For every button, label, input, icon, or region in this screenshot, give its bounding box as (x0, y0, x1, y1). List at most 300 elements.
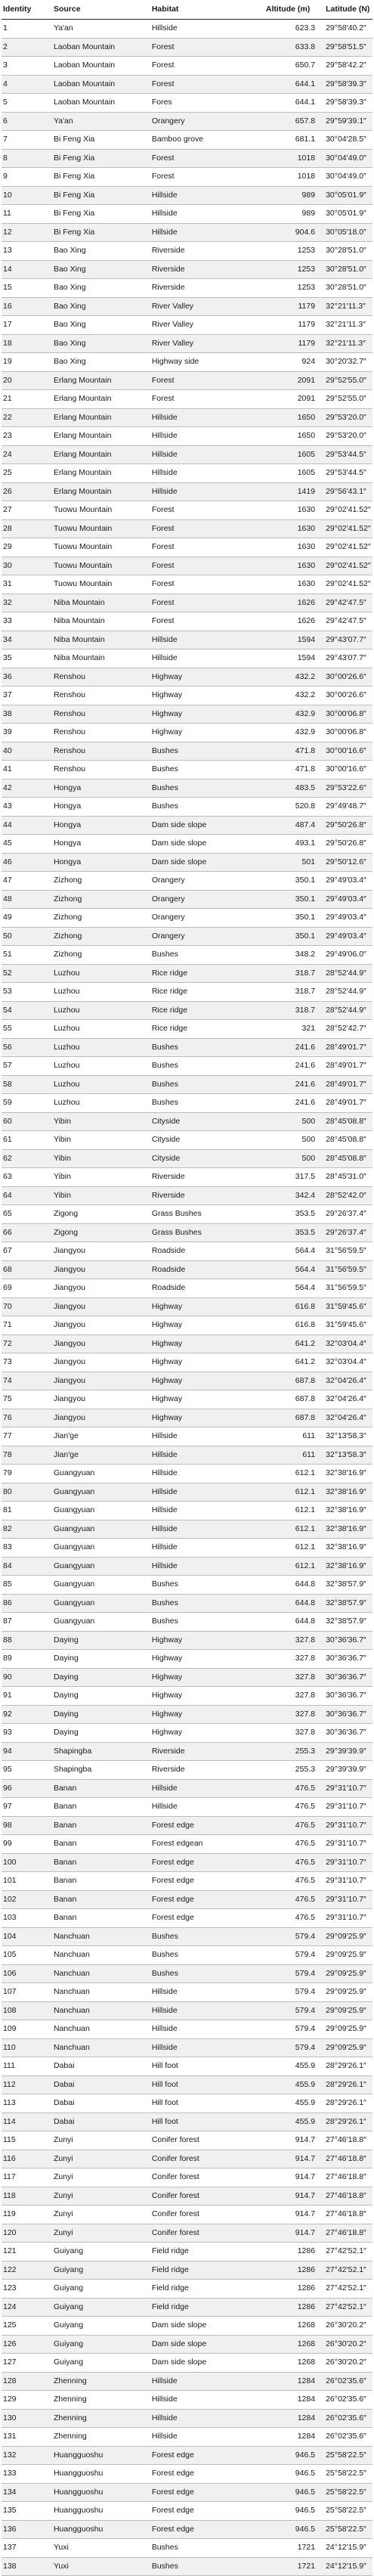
cell-identity: 132 (2, 2446, 54, 2465)
cell-source: Zizhong (54, 927, 152, 946)
cell-altitude: 1286 (262, 2243, 326, 2261)
cell-latitude: 27°46′18.8″ (326, 2224, 372, 2243)
cell-source: Bi Feng Xia (54, 131, 152, 150)
cell-habitat: Hillside (152, 464, 262, 483)
cell-habitat: Bushes (152, 1927, 262, 1946)
cell-habitat: Orangery (152, 890, 262, 909)
cell-latitude: 30°00′26.6″ (326, 668, 372, 687)
cell-latitude: 27°46′18.8″ (326, 2206, 372, 2224)
cell-latitude: 29°31′10.7″ (326, 1909, 372, 1928)
cell-identity: 52 (2, 964, 54, 983)
table-row (2, 168, 372, 187)
cell-source: Nanchuan (54, 2038, 152, 2057)
cell-altitude: 946.5 (262, 2446, 326, 2465)
cell-habitat: Orangery (152, 927, 262, 946)
cell-latitude: 29°02′41.52″ (326, 519, 372, 538)
cell-habitat: Forest (152, 575, 262, 594)
cell-source: Nanchuan (54, 2001, 152, 2020)
cell-source: Dabai (54, 2057, 152, 2076)
table-row (2, 1279, 372, 1298)
cell-source: Zizhong (54, 890, 152, 909)
table-row (2, 390, 372, 409)
table-row (2, 1353, 372, 1372)
cell-source: Guangyuan (54, 1465, 152, 1483)
cell-identity: 32 (2, 594, 54, 612)
cell-altitude: 350.1 (262, 872, 326, 891)
cell-latitude: 29°58′42.2″ (326, 57, 372, 76)
cell-identity: 86 (2, 1594, 54, 1613)
cell-altitude: 1650 (262, 408, 326, 427)
cell-identity: 60 (2, 1112, 54, 1131)
cell-habitat: Hillside (152, 186, 262, 205)
cell-identity: 12 (2, 223, 54, 242)
cell-latitude: 28°49′01.7″ (326, 1075, 372, 1094)
table-row (2, 445, 372, 464)
cell-latitude: 29°59′39.1″ (326, 112, 372, 131)
table-row (2, 408, 372, 427)
cell-source: Ya'an (54, 20, 152, 39)
cell-source: Guangyuan (54, 1576, 152, 1595)
cell-habitat: Highway (152, 1650, 262, 1669)
cell-latitude: 32°38′16.9″ (326, 1465, 372, 1483)
cell-altitude: 483.5 (262, 779, 326, 798)
cell-habitat: Bamboo grove (152, 131, 262, 150)
cell-latitude: 29°58′40.2″ (326, 20, 372, 39)
cell-habitat: Field ridge (152, 2243, 262, 2261)
cell-habitat: Hillside (152, 1483, 262, 1502)
cell-altitude: 476.5 (262, 1779, 326, 1798)
cell-altitude: 616.8 (262, 1297, 326, 1316)
cell-latitude: 29°39′39.9″ (326, 1742, 372, 1761)
cell-altitude: 644.8 (262, 1576, 326, 1595)
cell-identity: 119 (2, 2206, 54, 2224)
cell-identity: 72 (2, 1334, 54, 1353)
table-row (2, 575, 372, 594)
cell-altitude: 317.5 (262, 1168, 326, 1187)
cell-latitude: 30°28′51.0″ (326, 279, 372, 298)
cell-habitat: Hillside (152, 445, 262, 464)
cell-altitude: 476.5 (262, 1872, 326, 1891)
cell-latitude: 29°42′47.5″ (326, 612, 372, 631)
cell-altitude: 1284 (262, 2372, 326, 2391)
table-row (2, 334, 372, 353)
cell-latitude: 29°31′10.7″ (326, 1816, 372, 1835)
cell-identity: 111 (2, 2057, 54, 2076)
cell-habitat: Riverside (152, 1186, 262, 1205)
cell-habitat: Hillside (152, 1539, 262, 1558)
cell-identity: 103 (2, 1909, 54, 1928)
cell-altitude: 455.9 (262, 2057, 326, 2076)
cell-latitude: 30°20′32.7″ (326, 353, 372, 372)
cell-identity: 16 (2, 297, 54, 316)
cell-habitat: Forest edge (152, 2465, 262, 2484)
cell-source: Guiyang (54, 2335, 152, 2354)
cell-altitude: 255.3 (262, 1761, 326, 1780)
table-row (2, 835, 372, 854)
cell-habitat: Bushes (152, 798, 262, 817)
cell-identity: 61 (2, 1131, 54, 1150)
cell-identity: 49 (2, 909, 54, 928)
cell-latitude: 25°58′22.5″ (326, 2520, 372, 2539)
cell-altitude: 612.1 (262, 1557, 326, 1576)
cell-habitat: Conifer forest (152, 2168, 262, 2187)
sample-table (2, 0, 372, 2576)
cell-source: Guangyuan (54, 1613, 152, 1632)
cell-altitude: 1268 (262, 2354, 326, 2373)
cell-source: Banan (54, 1779, 152, 1798)
cell-source: Laoban Mountain (54, 38, 152, 57)
cell-identity: 94 (2, 1742, 54, 1761)
cell-latitude: 24°12′15.9″ (326, 2539, 372, 2558)
cell-altitude: 318.7 (262, 1001, 326, 1020)
cell-altitude: 1179 (262, 316, 326, 335)
cell-source: Niba Mountain (54, 612, 152, 631)
table-row (2, 2206, 372, 2224)
cell-altitude: 644.1 (262, 75, 326, 94)
cell-latitude: 27°42′52.1″ (326, 2280, 372, 2299)
cell-latitude: 29°50′26.8″ (326, 816, 372, 835)
cell-altitude: 348.2 (262, 946, 326, 965)
cell-identity: 98 (2, 1816, 54, 1835)
cell-source: Banan (54, 1890, 152, 1909)
cell-habitat: Hillside (152, 2372, 262, 2391)
cell-source: Bi Feng Xia (54, 205, 152, 224)
cell-source: Nanchuan (54, 1946, 152, 1965)
table-row (2, 1057, 372, 1076)
cell-identity: 87 (2, 1613, 54, 1632)
cell-identity: 115 (2, 2131, 54, 2150)
cell-identity: 44 (2, 816, 54, 835)
table-row (2, 371, 372, 390)
cell-altitude: 579.4 (262, 1946, 326, 1965)
cell-altitude: 1721 (262, 2557, 326, 2576)
cell-habitat: Highway (152, 1409, 262, 1427)
cell-habitat: Forest (152, 538, 262, 557)
cell-habitat: Highway (152, 724, 262, 742)
cell-altitude: 623.3 (262, 20, 326, 39)
cell-identity: 11 (2, 205, 54, 224)
cell-latitude: 29°09′25.9″ (326, 2001, 372, 2020)
cell-source: Tuowu Mountain (54, 556, 152, 575)
cell-latitude: 28°45′31.0″ (326, 1168, 372, 1187)
table-row (2, 519, 372, 538)
table-row (2, 890, 372, 909)
table-row (2, 2539, 372, 2558)
table-row (2, 242, 372, 261)
cell-identity: 7 (2, 131, 54, 150)
cell-identity: 4 (2, 75, 54, 94)
cell-latitude: 30°36′36.7″ (326, 1650, 372, 1669)
cell-habitat: Hillside (152, 1798, 262, 1817)
cell-latitude: 28°49′01.7″ (326, 1094, 372, 1113)
cell-habitat: Bushes (152, 761, 262, 780)
cell-latitude: 29°26′37.4″ (326, 1223, 372, 1242)
cell-latitude: 29°02′41.52″ (326, 556, 372, 575)
cell-habitat: Rice ridge (152, 1001, 262, 1020)
cell-latitude: 32°38′16.9″ (326, 1483, 372, 1502)
cell-habitat: Highway (152, 705, 262, 724)
cell-altitude: 579.4 (262, 1983, 326, 2002)
cell-latitude: 32°04′26.4″ (326, 1409, 372, 1427)
cell-source: Zunyi (54, 2187, 152, 2206)
cell-identity: 23 (2, 427, 54, 446)
cell-latitude: 29°43′07.7″ (326, 631, 372, 649)
table-row (2, 1724, 372, 1743)
cell-identity: 56 (2, 1038, 54, 1057)
cell-altitude: 650.7 (262, 57, 326, 76)
table-header (2, 0, 372, 20)
cell-source: Huangguoshu (54, 2446, 152, 2465)
table-row (2, 2483, 372, 2502)
table-row (2, 2317, 372, 2336)
cell-habitat: Hillside (152, 1427, 262, 1446)
cell-identity: 131 (2, 2428, 54, 2447)
table-row (2, 687, 372, 705)
cell-altitude: 611 (262, 1446, 326, 1465)
cell-altitude: 914.7 (262, 2206, 326, 2224)
cell-latitude: 29°49′48.7″ (326, 798, 372, 817)
cell-altitude: 1626 (262, 612, 326, 631)
header-row (2, 0, 372, 20)
cell-latitude: 29°50′26.8″ (326, 835, 372, 854)
cell-altitude: 681.1 (262, 131, 326, 150)
cell-latitude: 29°09′25.9″ (326, 2038, 372, 2057)
table-row (2, 464, 372, 483)
cell-identity: 20 (2, 371, 54, 390)
cell-habitat: Roadside (152, 1242, 262, 1261)
cell-source: Tuowu Mountain (54, 575, 152, 594)
cell-altitude: 432.9 (262, 724, 326, 742)
cell-habitat: Forest (152, 556, 262, 575)
cell-altitude: 455.9 (262, 2113, 326, 2131)
cell-latitude: 27°46′18.8″ (326, 2150, 372, 2168)
cell-habitat: Conifer forest (152, 2131, 262, 2150)
table-row (2, 1260, 372, 1279)
cell-altitude: 611 (262, 1427, 326, 1446)
cell-source: Banan (54, 1872, 152, 1891)
cell-identity: 15 (2, 279, 54, 298)
table-row (2, 1372, 372, 1390)
cell-habitat: Forest (152, 501, 262, 520)
table-row (2, 1075, 372, 1094)
cell-latitude: 32°13′58.3″ (326, 1427, 372, 1446)
cell-habitat: Dam side slope (152, 853, 262, 872)
table-row (2, 57, 372, 76)
cell-identity: 82 (2, 1520, 54, 1539)
cell-altitude: 641.2 (262, 1353, 326, 1372)
cell-source: Guangyuan (54, 1502, 152, 1520)
cell-habitat: Cityside (152, 1131, 262, 1150)
cell-habitat: Forest edge (152, 2483, 262, 2502)
header-altitude: Altitude (m) (262, 0, 326, 20)
table-row (2, 1242, 372, 1261)
table-row (2, 427, 372, 446)
cell-habitat: Riverside (152, 1742, 262, 1761)
cell-altitude: 1594 (262, 631, 326, 649)
cell-altitude: 904.6 (262, 223, 326, 242)
cell-habitat: Bushes (152, 1613, 262, 1632)
table-row (2, 2409, 372, 2428)
table-row (2, 1539, 372, 1558)
cell-latitude: 26°30′20.2″ (326, 2335, 372, 2354)
cell-habitat: Grass Bushes (152, 1205, 262, 1224)
cell-altitude: 350.1 (262, 890, 326, 909)
table-row (2, 1687, 372, 1706)
cell-source: Daying (54, 1650, 152, 1669)
cell-identity: 34 (2, 631, 54, 649)
cell-altitude: 1419 (262, 482, 326, 501)
cell-latitude: 29°39′39.9″ (326, 1761, 372, 1780)
cell-altitude: 644.1 (262, 94, 326, 113)
cell-identity: 54 (2, 1001, 54, 1020)
cell-identity: 2 (2, 38, 54, 57)
cell-identity: 73 (2, 1353, 54, 1372)
cell-altitude: 327.8 (262, 1705, 326, 1724)
cell-habitat: Bushes (152, 1094, 262, 1113)
cell-source: Zhenning (54, 2428, 152, 2447)
cell-latitude: 26°02′35.6″ (326, 2428, 372, 2447)
table-row (2, 2150, 372, 2168)
cell-identity: 101 (2, 1872, 54, 1891)
cell-altitude: 327.8 (262, 1650, 326, 1669)
cell-identity: 84 (2, 1557, 54, 1576)
table-row (2, 2113, 372, 2131)
cell-identity: 93 (2, 1724, 54, 1743)
cell-altitude: 432.9 (262, 705, 326, 724)
cell-identity: 110 (2, 2038, 54, 2057)
cell-habitat: Highway (152, 1705, 262, 1724)
cell-source: Jiangyou (54, 1279, 152, 1298)
cell-identity: 117 (2, 2168, 54, 2187)
cell-latitude: 30°05′01.9″ (326, 205, 372, 224)
cell-latitude: 32°38′57.9″ (326, 1613, 372, 1632)
cell-source: Jiangyou (54, 1260, 152, 1279)
cell-altitude: 487.4 (262, 816, 326, 835)
cell-source: Bi Feng Xia (54, 186, 152, 205)
cell-altitude: 1286 (262, 2280, 326, 2299)
cell-latitude: 30°04′49.0″ (326, 149, 372, 168)
cell-latitude: 30°05′18.0″ (326, 223, 372, 242)
cell-source: Zunyi (54, 2224, 152, 2243)
table-row (2, 1872, 372, 1891)
cell-source: Huangguoshu (54, 2483, 152, 2502)
table-row (2, 1149, 372, 1168)
cell-habitat: Riverside (152, 1761, 262, 1780)
cell-altitude: 255.3 (262, 1742, 326, 1761)
cell-latitude: 29°26′37.4″ (326, 1205, 372, 1224)
cell-source: Ya'an (54, 112, 152, 131)
cell-source: Laoban Mountain (54, 94, 152, 113)
cell-altitude: 1253 (262, 242, 326, 261)
cell-latitude: 32°38′16.9″ (326, 1539, 372, 1558)
cell-altitude: 493.1 (262, 835, 326, 854)
table-row (2, 2001, 372, 2020)
cell-source: Zigong (54, 1205, 152, 1224)
cell-habitat: Hillside (152, 1502, 262, 1520)
cell-identity: 48 (2, 890, 54, 909)
cell-habitat: Hillside (152, 1779, 262, 1798)
table-row (2, 1334, 372, 1353)
cell-source: Yibin (54, 1149, 152, 1168)
cell-habitat: Bushes (152, 1964, 262, 1983)
cell-habitat: Highway side (152, 353, 262, 372)
cell-habitat: Hillside (152, 1983, 262, 2002)
cell-habitat: Forest (152, 168, 262, 187)
cell-altitude: 641.2 (262, 1334, 326, 1353)
cell-source: Guangyuan (54, 1520, 152, 1539)
header-latitude: Latitude (N) (326, 0, 372, 20)
table-row (2, 2465, 372, 2484)
cell-habitat: Highway (152, 1687, 262, 1706)
cell-habitat: Forest edge (152, 1853, 262, 1872)
cell-latitude: 32°04′26.4″ (326, 1372, 372, 1390)
cell-habitat: Hillside (152, 223, 262, 242)
cell-latitude: 30°00′16.6″ (326, 742, 372, 761)
cell-source: Jiangyou (54, 1409, 152, 1427)
cell-latitude: 26°02′35.6″ (326, 2391, 372, 2410)
cell-altitude: 2091 (262, 390, 326, 409)
cell-latitude: 30°36′36.7″ (326, 1668, 372, 1687)
cell-habitat: Hillside (152, 1446, 262, 1465)
cell-habitat: Dam side slope (152, 835, 262, 854)
cell-habitat: Hillside (152, 20, 262, 39)
table-row (2, 779, 372, 798)
cell-habitat: Grass Bushes (152, 1223, 262, 1242)
table-row (2, 2428, 372, 2447)
cell-identity: 102 (2, 1890, 54, 1909)
cell-habitat: River Valley (152, 316, 262, 335)
cell-source: Jiangyou (54, 1390, 152, 1409)
cell-identity: 126 (2, 2335, 54, 2354)
cell-identity: 125 (2, 2317, 54, 2336)
cell-habitat: Forest edge (152, 2502, 262, 2521)
cell-latitude: 29°53′20.0″ (326, 408, 372, 427)
table-row (2, 1576, 372, 1595)
cell-latitude: 28°29′26.1″ (326, 2094, 372, 2113)
cell-habitat: Dam side slope (152, 2354, 262, 2373)
table-row (2, 1761, 372, 1780)
table-row (2, 1502, 372, 1520)
cell-identity: 129 (2, 2391, 54, 2410)
cell-habitat: Hill foot (152, 2057, 262, 2076)
cell-habitat: Highway (152, 1334, 262, 1353)
cell-habitat: Field ridge (152, 2261, 262, 2280)
cell-habitat: Bushes (152, 1038, 262, 1057)
table-row (2, 2372, 372, 2391)
table-row (2, 1427, 372, 1446)
header-source: Source (54, 0, 152, 20)
cell-latitude: 29°31′10.7″ (326, 1872, 372, 1891)
cell-source: Yibin (54, 1112, 152, 1131)
table-row (2, 2094, 372, 2113)
cell-latitude: 29°49′03.4″ (326, 909, 372, 928)
cell-altitude: 1605 (262, 464, 326, 483)
cell-identity: 80 (2, 1483, 54, 1502)
cell-identity: 134 (2, 2483, 54, 2502)
cell-source: Renshou (54, 724, 152, 742)
cell-altitude: 476.5 (262, 1909, 326, 1928)
cell-source: Zunyi (54, 2150, 152, 2168)
cell-identity: 24 (2, 445, 54, 464)
cell-habitat: Orangery (152, 909, 262, 928)
cell-identity: 10 (2, 186, 54, 205)
cell-habitat: Bushes (152, 1594, 262, 1613)
cell-altitude: 946.5 (262, 2502, 326, 2521)
cell-source: Banan (54, 1909, 152, 1928)
cell-latitude: 25°58′22.5″ (326, 2502, 372, 2521)
cell-habitat: Forest (152, 390, 262, 409)
cell-habitat: Dam side slope (152, 2317, 262, 2336)
